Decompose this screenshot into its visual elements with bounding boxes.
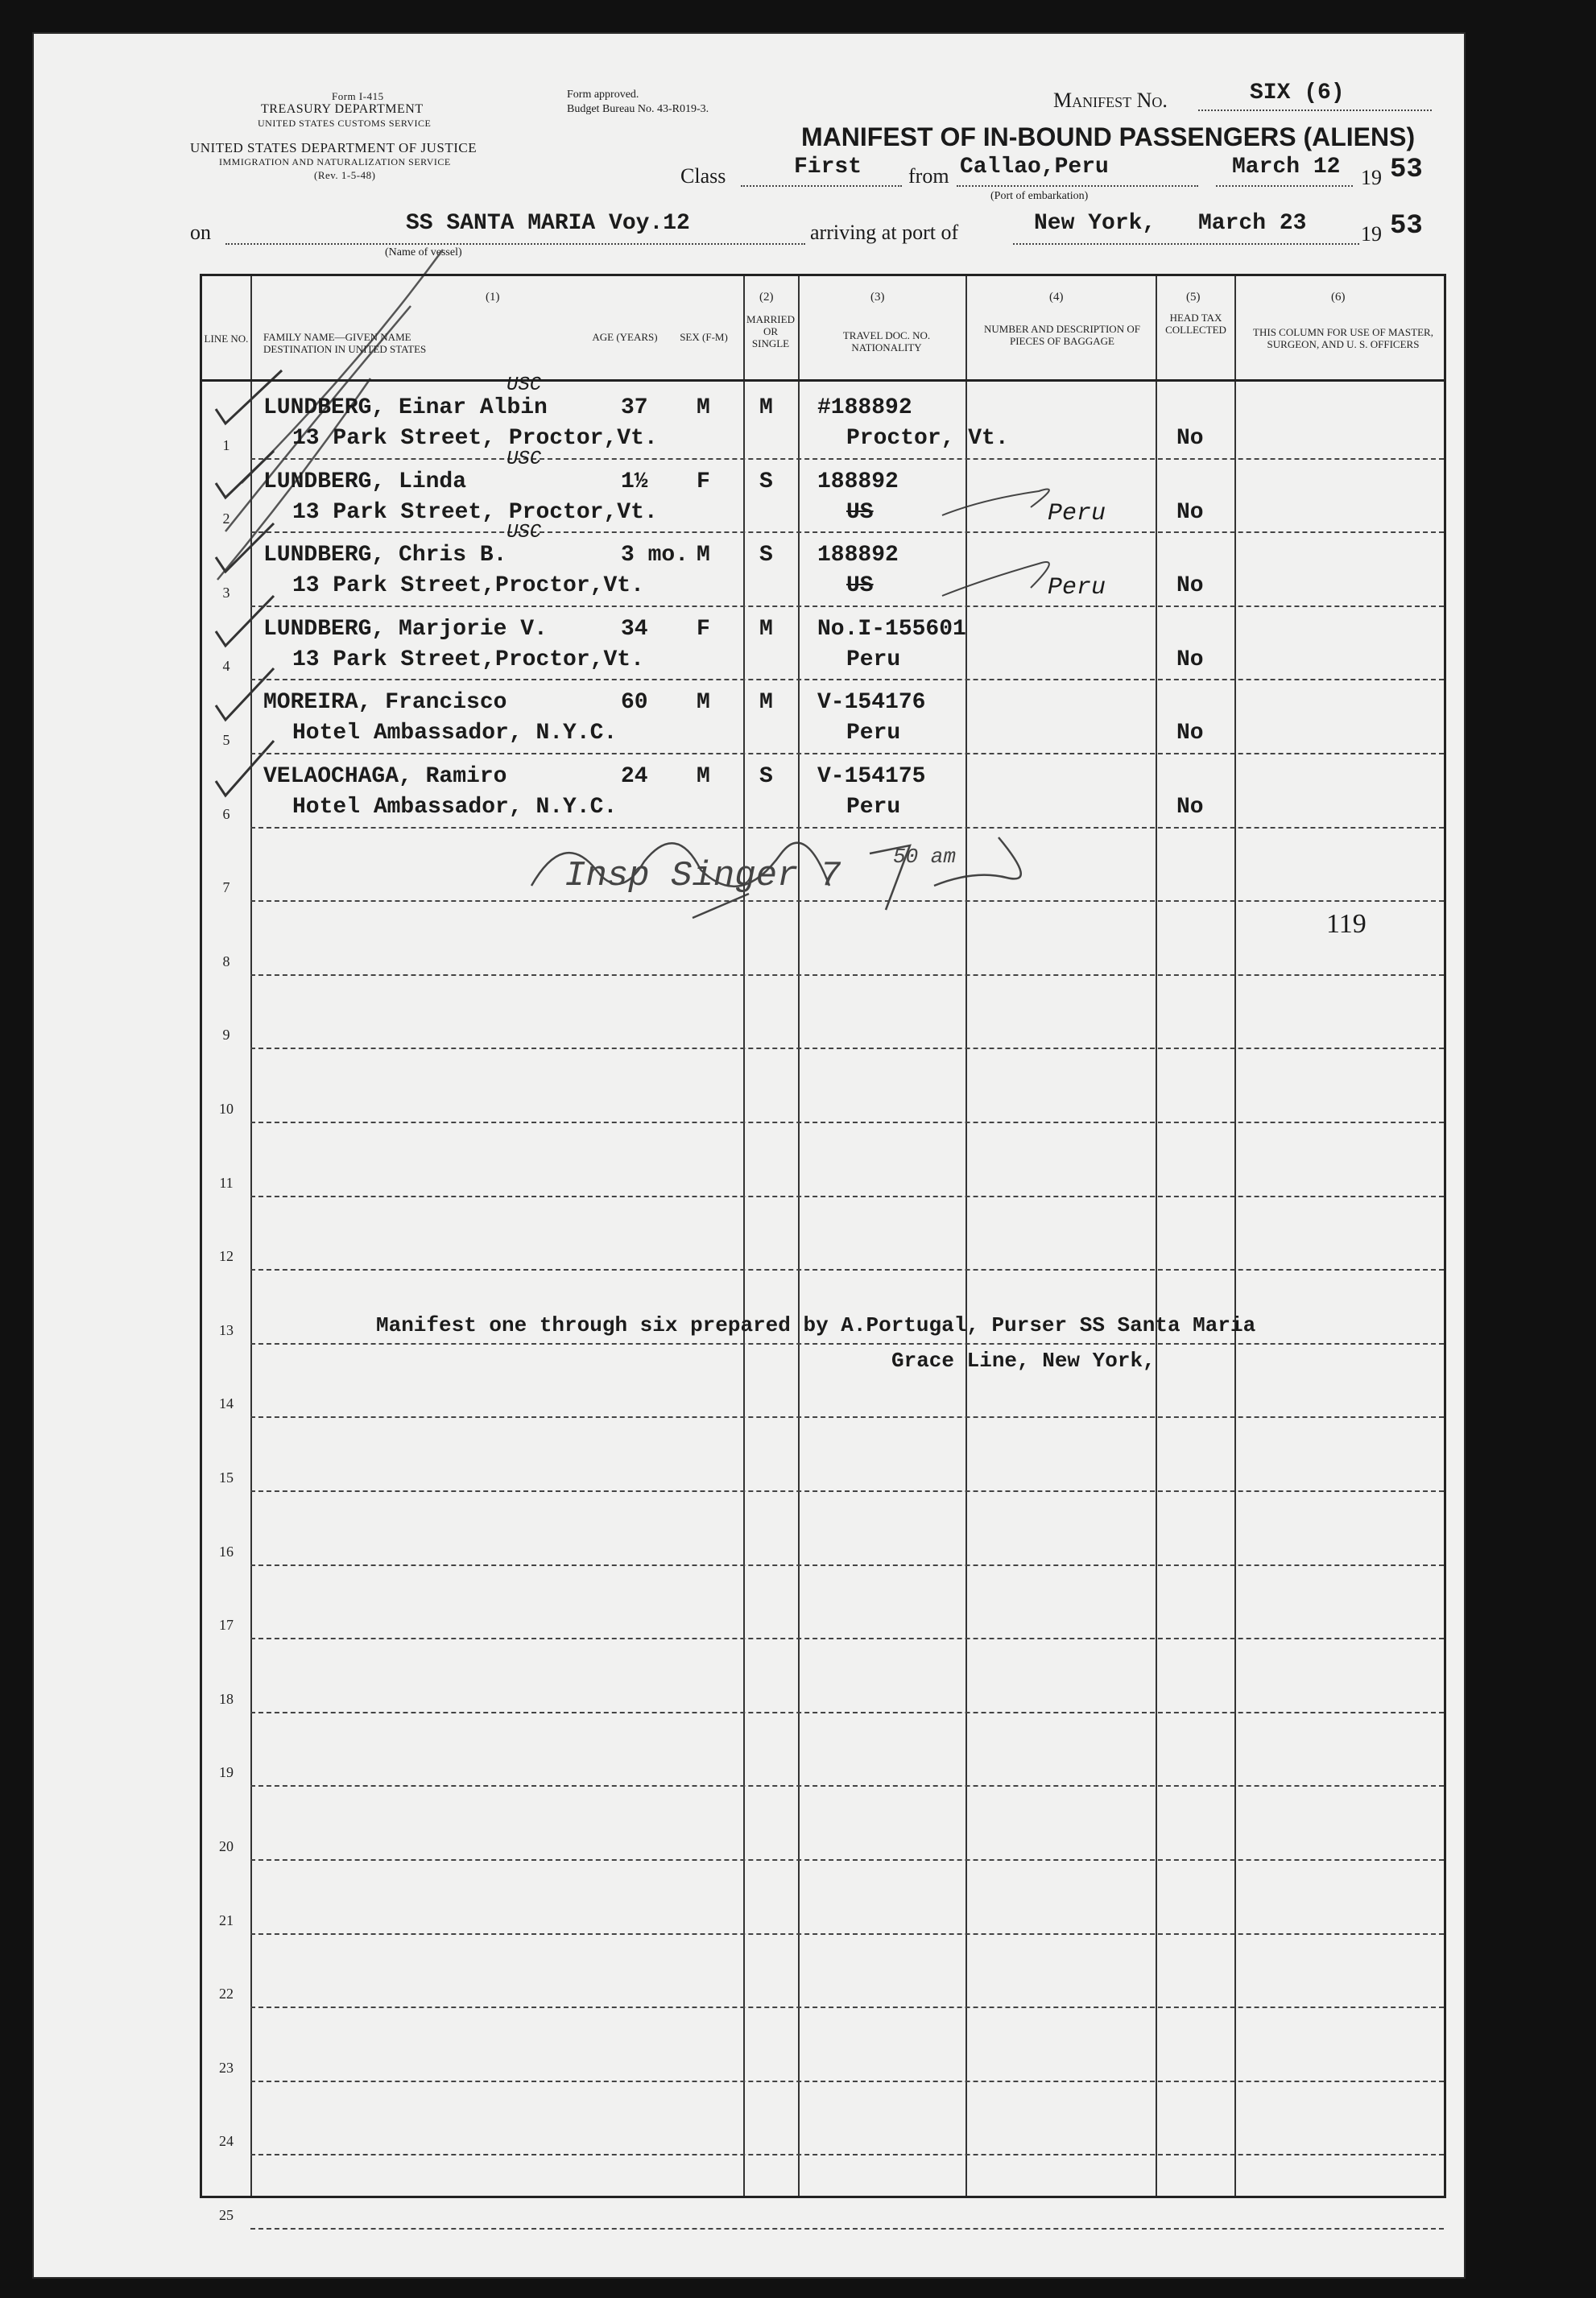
line-number: 15 xyxy=(219,1469,234,1486)
row-rule xyxy=(250,1048,1444,1049)
budget-number: Budget Bureau No. 43-R019-3. xyxy=(567,103,709,115)
passenger-nationality: Peru xyxy=(846,721,901,746)
line-number: 25 xyxy=(219,2207,234,2223)
row-rule xyxy=(250,1638,1444,1639)
passenger-address: Hotel Ambassador, N.Y.C. xyxy=(292,795,618,820)
line-number: 14 xyxy=(219,1395,234,1412)
row-rule xyxy=(250,1859,1444,1861)
footer-note-line1: Manifest one through six prepared by A.Portugal, Purser SS Santa Maria xyxy=(376,1313,1256,1337)
passenger-marital-status: M xyxy=(759,690,773,716)
col-num-2: (2) xyxy=(759,291,774,304)
passenger-head-tax: No xyxy=(1176,795,1204,820)
handwritten-inspector: Insp Singer 7 xyxy=(564,856,841,896)
hdr-sex: SEX (F-M) xyxy=(680,331,728,343)
col-num-6: (6) xyxy=(1331,291,1346,304)
row-rule xyxy=(250,2228,1444,2230)
col-sep xyxy=(965,276,967,2196)
line-number: 17 xyxy=(219,1617,234,1634)
row-rule xyxy=(250,900,1444,902)
passenger-travel-doc: V-154175 xyxy=(817,764,926,789)
handwritten-peru-2: Peru xyxy=(1048,500,1106,527)
hdr-married: MARRIED OR SINGLE xyxy=(746,313,795,349)
line-number: 6 xyxy=(222,805,230,822)
hdr-line: LINE NO. xyxy=(204,333,249,345)
vessel-value: SS SANTA MARIA Voy.12 xyxy=(406,211,690,236)
passenger-travel-doc: V-154176 xyxy=(817,690,926,716)
embark-year-value: 53 xyxy=(1390,155,1423,185)
passenger-name: VELAOCHAGA, Ramiro xyxy=(263,764,507,789)
line-number: 16 xyxy=(219,1543,234,1560)
passenger-note: USC xyxy=(507,522,542,544)
line-number: 9 xyxy=(222,1027,230,1044)
hdr-baggage: NUMBER AND DESCRIPTION OF PIECES OF BAGGAGE xyxy=(984,323,1140,347)
passenger-nationality: Peru xyxy=(846,795,901,820)
line-number: 18 xyxy=(219,1690,234,1707)
row-rule xyxy=(250,531,1444,533)
embark-date: March 12 xyxy=(1232,155,1341,180)
line-number: 23 xyxy=(219,2059,234,2076)
passenger-travel-doc: #188892 xyxy=(817,395,912,420)
passenger-marital-status: S xyxy=(759,764,773,789)
arriving-label: arriving at port of xyxy=(810,221,959,244)
form-approved: Form approved. xyxy=(567,89,639,101)
port-embark-caption: (Port of embarkation) xyxy=(990,190,1089,202)
class-label: Class xyxy=(680,164,726,188)
header-rule xyxy=(202,379,1444,382)
passenger-name: LUNDBERG, Linda xyxy=(263,469,467,494)
justice-dept: UNITED STATES DEPARTMENT OF JUSTICE xyxy=(190,140,478,155)
passenger-travel-doc: 188892 xyxy=(817,543,899,568)
line-number: 11 xyxy=(219,1174,234,1191)
row-rule xyxy=(250,1269,1444,1271)
line-number: 19 xyxy=(219,1764,234,1781)
row-rule xyxy=(250,974,1444,976)
embark-year-prefix: 19 xyxy=(1361,166,1382,189)
passenger-marital-status: M xyxy=(759,395,773,420)
manifest-no-value: SIX (6) xyxy=(1250,81,1345,105)
row-rule xyxy=(250,605,1444,607)
passenger-address: 13 Park Street,Proctor,Vt. xyxy=(292,647,644,672)
stamp-number: 119 xyxy=(1326,909,1367,939)
passenger-sex: M xyxy=(697,543,710,568)
arrival-date: March 23 xyxy=(1198,211,1307,236)
row-rule xyxy=(250,1564,1444,1566)
hdr-travel-doc: TRAVEL DOC. NO. NATIONALITY xyxy=(842,329,931,353)
on-label: on xyxy=(190,221,211,244)
vessel-caption: (Name of vessel) xyxy=(385,246,462,258)
manifest-no-label: Manifest No. xyxy=(1053,89,1168,112)
line-number: 13 xyxy=(219,1321,234,1338)
passenger-note: USC xyxy=(507,448,542,470)
col-num-5: (5) xyxy=(1186,291,1201,304)
passenger-age: 3 mo. xyxy=(621,543,689,568)
row-rule xyxy=(250,679,1444,680)
ins-service: IMMIGRATION AND NATURALIZATION SERVICE xyxy=(219,156,451,167)
passenger-name: LUNDBERG, Marjorie V. xyxy=(263,616,548,642)
passenger-sex: M xyxy=(697,764,710,789)
passenger-sex: F xyxy=(697,469,710,494)
col-num-3: (3) xyxy=(870,291,885,304)
footer-note-line2: Grace Line, New York, xyxy=(891,1349,1156,1373)
passenger-marital-status: M xyxy=(759,616,773,642)
passenger-travel-doc: 188892 xyxy=(817,469,899,494)
passenger-name: MOREIRA, Francisco xyxy=(263,690,507,716)
passenger-table xyxy=(200,274,1446,2223)
row-rule xyxy=(250,1785,1444,1787)
passenger-nationality: Proctor, Vt. xyxy=(846,426,1009,451)
passenger-note: USC xyxy=(507,374,542,396)
passenger-sex: M xyxy=(697,395,710,420)
line-number: 24 xyxy=(219,2133,234,2150)
hdr-name: FAMILY NAME—GIVEN NAME DESTINATION IN UNITED STATES xyxy=(263,331,427,355)
line-number: 8 xyxy=(222,953,230,969)
from-label: from xyxy=(908,164,949,188)
passenger-address: Hotel Ambassador, N.Y.C. xyxy=(292,721,618,746)
passenger-address: 13 Park Street, Proctor,Vt. xyxy=(292,499,658,525)
line-number: 21 xyxy=(219,1912,234,1928)
row-rule xyxy=(250,1416,1444,1418)
passenger-address: 13 Park Street, Proctor,Vt. xyxy=(292,426,658,451)
passenger-age: 24 xyxy=(621,764,648,789)
line-number: 10 xyxy=(219,1101,234,1117)
line-number: 1 xyxy=(222,436,230,453)
row-rule xyxy=(250,1343,1444,1345)
passenger-travel-doc: No.I-155601 xyxy=(817,616,966,642)
passenger-head-tax: No xyxy=(1176,426,1204,451)
hdr-age: AGE (YEARS) xyxy=(592,331,658,343)
arrival-year-value: 53 xyxy=(1390,211,1423,242)
arrival-port: New York, xyxy=(1034,211,1156,236)
passenger-head-tax: No xyxy=(1176,647,1204,672)
passenger-sex: F xyxy=(697,616,710,642)
passenger-nationality: Peru xyxy=(846,647,901,672)
row-rule xyxy=(250,1122,1444,1123)
line-number: 20 xyxy=(219,1838,234,1854)
class-value: First xyxy=(794,155,862,180)
col-sep xyxy=(1234,276,1236,2196)
arrival-year-prefix: 19 xyxy=(1361,222,1382,246)
row-rule xyxy=(250,2154,1444,2155)
passenger-sex: M xyxy=(697,690,710,716)
hdr-officers: THIS COLUMN FOR USE OF MASTER, SURGEON, AND U. S. OFFICERS xyxy=(1253,326,1433,350)
customs-service: UNITED STATES CUSTOMS SERVICE xyxy=(258,118,432,129)
row-rule xyxy=(250,1490,1444,1492)
col-sep xyxy=(250,276,252,2196)
row-rule xyxy=(250,1933,1444,1935)
hdr-head-tax: HEAD TAX COLLECTED xyxy=(1165,312,1226,336)
row-rule xyxy=(250,2081,1444,2082)
passenger-age: 60 xyxy=(621,690,648,716)
passenger-name: LUNDBERG, Einar Albin xyxy=(263,395,548,420)
passenger-marital-status: S xyxy=(759,469,773,494)
passenger-marital-status: S xyxy=(759,543,773,568)
handwritten-peru-3: Peru xyxy=(1048,574,1106,601)
row-rule xyxy=(250,458,1444,460)
treasury-dept: TREASURY DEPARTMENT xyxy=(261,102,424,116)
row-rule xyxy=(250,753,1444,754)
manifest-title: MANIFEST OF IN-BOUND PASSENGERS (ALIENS) xyxy=(801,122,1416,151)
passenger-address: 13 Park Street,Proctor,Vt. xyxy=(292,573,644,599)
line-number: 22 xyxy=(219,1986,234,2002)
form-revision: (Rev. 1-5-48) xyxy=(314,169,376,181)
passenger-nationality: US xyxy=(846,573,874,599)
col-sep xyxy=(1156,276,1157,2196)
line-number: 12 xyxy=(219,1248,234,1265)
from-value: Callao,Peru xyxy=(960,155,1109,180)
line-number: 4 xyxy=(222,658,230,675)
passenger-head-tax: No xyxy=(1176,721,1204,746)
row-rule xyxy=(250,827,1444,829)
passenger-nationality: US xyxy=(846,499,874,525)
row-rule xyxy=(250,2007,1444,2008)
row-rule xyxy=(250,1712,1444,1713)
col-num-4: (4) xyxy=(1049,291,1064,304)
line-number: 2 xyxy=(222,510,230,527)
passenger-head-tax: No xyxy=(1176,499,1204,525)
col-num-1: (1) xyxy=(486,291,500,304)
line-number: 7 xyxy=(222,879,230,896)
row-rule xyxy=(250,1196,1444,1197)
passenger-head-tax: No xyxy=(1176,573,1204,599)
passenger-age: 37 xyxy=(621,395,648,420)
passenger-age: 34 xyxy=(621,616,648,642)
passenger-name: LUNDBERG, Chris B. xyxy=(263,543,507,568)
col-sep xyxy=(798,276,800,2196)
line-number: 5 xyxy=(222,732,230,748)
manifest-sheet xyxy=(32,32,1466,2279)
handwritten-time: 50 am xyxy=(893,845,957,869)
form-number: Form I-415 xyxy=(332,90,384,102)
passenger-age: 1½ xyxy=(621,469,648,494)
line-number: 3 xyxy=(222,584,230,601)
col-sep xyxy=(743,276,745,2196)
